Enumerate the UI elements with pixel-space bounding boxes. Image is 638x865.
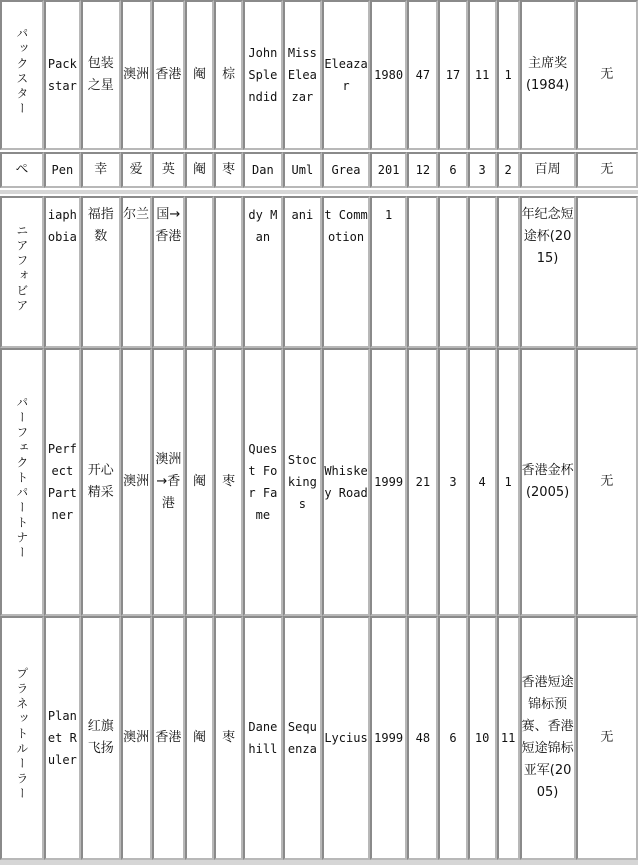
table-gap (0, 190, 638, 194)
year-cell: 1 (370, 196, 407, 348)
seconds-cell: 4 (468, 348, 497, 616)
japanese-name-cell: パックスター (0, 0, 44, 150)
color-cell: 枣 (214, 152, 243, 188)
trained-cell: 香港 (152, 0, 185, 150)
trained-cell: 英 (152, 152, 185, 188)
dam-sire-cell: Grea (322, 152, 370, 188)
dam-cell: Stockings (283, 348, 322, 616)
english-name-cell: Perfect Partner (44, 348, 81, 616)
seconds-cell: 11 (468, 0, 497, 150)
horse-table-row-3-table (0, 196, 638, 348)
wins-cell: 3 (438, 348, 467, 616)
japanese-name-cell: ペ (0, 152, 44, 188)
sire-cell: Dan (243, 152, 282, 188)
chinese-name-cell: 幸 (81, 152, 120, 188)
wins-cell: 6 (438, 152, 467, 188)
wins-cell (438, 196, 467, 348)
notes-cell: 无 (576, 348, 638, 616)
chinese-name-cell: 开心精采 (81, 348, 120, 616)
sire-cell: Quest For Fame (243, 348, 282, 616)
seconds-cell (468, 196, 497, 348)
starts-cell (407, 196, 438, 348)
origin-cell: 尔兰 (121, 196, 152, 348)
dam-sire-cell: t Commotion (322, 196, 370, 348)
chinese-name-cell: 福指数 (81, 196, 120, 348)
sex-cell: 阉 (185, 616, 214, 860)
english-name-cell: iaphobia (44, 196, 81, 348)
color-cell: 枣 (214, 348, 243, 616)
japanese-name-cell: プラネットルーラー (0, 616, 44, 860)
horse-table-row-2-table (0, 152, 638, 188)
horse-table-row-4-table (0, 348, 638, 616)
sex-cell: 阉 (185, 348, 214, 616)
dam-cell: Miss Eleazar (283, 0, 322, 150)
dam-cell: Sequenza (283, 616, 322, 860)
english-name-cell: Pen (44, 152, 81, 188)
wins-cell: 17 (438, 0, 467, 150)
year-cell: 1980 (370, 0, 407, 150)
japanese-name-cell: ニアフォビア (0, 196, 44, 348)
color-cell (214, 196, 243, 348)
thirds-cell: 1 (497, 348, 520, 616)
origin-cell: 澳洲 (121, 616, 152, 860)
table-row (0, 196, 638, 348)
notes-cell (576, 196, 638, 348)
thirds-cell: 2 (497, 152, 520, 188)
sire-cell: dy Man (243, 196, 282, 348)
table-row (0, 0, 638, 150)
seconds-cell: 3 (468, 152, 497, 188)
japanese-name-cell: パーフェクトパートナー (0, 348, 44, 616)
dam-cell: Uml (283, 152, 322, 188)
color-cell: 棕 (214, 0, 243, 150)
year-cell: 1999 (370, 616, 407, 860)
trained-cell: 澳洲→香港 (152, 348, 185, 616)
dam-sire-cell: Lycius (322, 616, 370, 860)
starts-cell: 48 (407, 616, 438, 860)
starts-cell: 47 (407, 0, 438, 150)
year-cell: 1999 (370, 348, 407, 616)
wins-cell: 6 (438, 616, 467, 860)
english-name-cell: Planet Ruler (44, 616, 81, 860)
table-row (0, 616, 638, 860)
starts-cell: 21 (407, 348, 438, 616)
dam-cell: ani (283, 196, 322, 348)
chinese-name-cell: 红旗飞扬 (81, 616, 120, 860)
thirds-cell: 1 (497, 0, 520, 150)
origin-cell: 澳洲 (121, 0, 152, 150)
chinese-name-cell: 包装之星 (81, 0, 120, 150)
thirds-cell: 11 (497, 616, 520, 860)
dam-sire-cell: Eleazar (322, 0, 370, 150)
thirds-cell (497, 196, 520, 348)
sex-cell: 阉 (185, 0, 214, 150)
sex-cell (185, 196, 214, 348)
horse-table-row-5-table (0, 616, 638, 860)
origin-cell: 澳洲 (121, 348, 152, 616)
major-wins-cell: 香港短途锦标预赛、香港短途锦标亚军(2005) (520, 616, 576, 860)
horse-table-row-1-table (0, 0, 638, 150)
origin-cell: 爱 (121, 152, 152, 188)
notes-cell: 无 (576, 0, 638, 150)
year-cell: 201 (370, 152, 407, 188)
major-wins-cell: 主席奖(1984) (520, 0, 576, 150)
trained-cell: 香港 (152, 616, 185, 860)
table-row (0, 152, 638, 188)
major-wins-cell: 百周 (520, 152, 576, 188)
trained-cell: 国→香港 (152, 196, 185, 348)
table-bottom-edge (0, 860, 638, 865)
sire-cell: Danehill (243, 616, 282, 860)
seconds-cell: 10 (468, 616, 497, 860)
sire-cell: John Splendid (243, 0, 282, 150)
color-cell: 枣 (214, 616, 243, 860)
notes-cell: 无 (576, 152, 638, 188)
starts-cell: 12 (407, 152, 438, 188)
english-name-cell: Packstar (44, 0, 81, 150)
major-wins-cell: 年纪念短途杯(2015) (520, 196, 576, 348)
dam-sire-cell: Whiskey Road (322, 348, 370, 616)
table-row (0, 348, 638, 616)
notes-cell: 无 (576, 616, 638, 860)
major-wins-cell: 香港金杯(2005) (520, 348, 576, 616)
sex-cell: 阉 (185, 152, 214, 188)
